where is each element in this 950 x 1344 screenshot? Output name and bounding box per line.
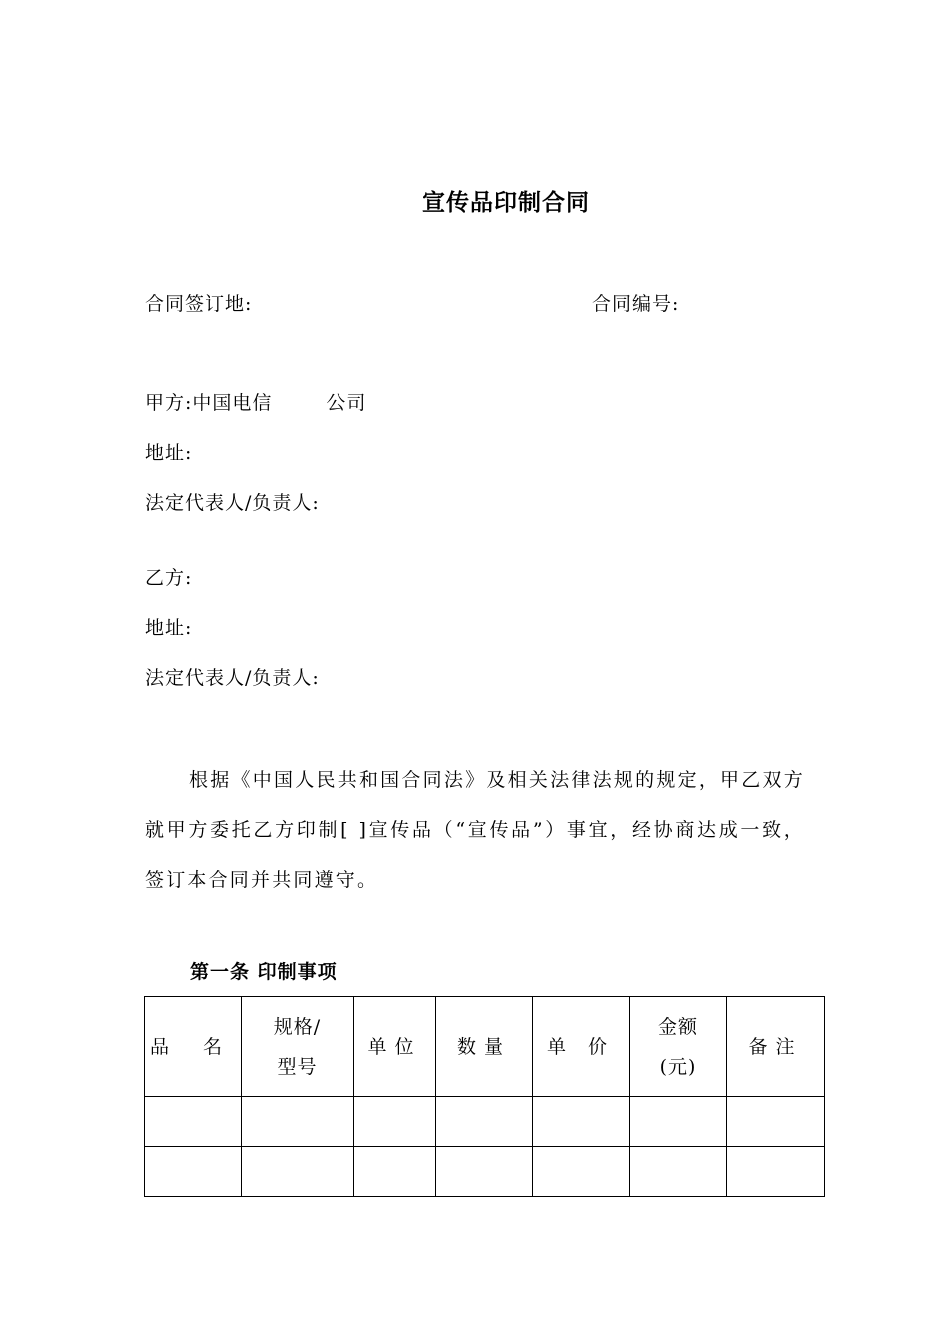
party-a-address-label: 地址: xyxy=(145,442,193,464)
header-product-name: 品 名 xyxy=(145,997,242,1097)
header-amount-line2: (元) xyxy=(659,1055,697,1078)
document-title: 宣传品印制合同 xyxy=(422,190,590,216)
table-cell xyxy=(533,1147,630,1197)
table-row xyxy=(145,1097,825,1147)
table-cell xyxy=(242,1097,354,1147)
signing-place-label: 合同签订地: xyxy=(145,293,253,315)
table-cell xyxy=(145,1097,242,1147)
section-1-heading: 第一条 印制事项 xyxy=(190,961,338,983)
party-a-label: 甲方: xyxy=(145,392,193,414)
header-quantity: 数量 xyxy=(436,997,533,1097)
table-cell xyxy=(727,1147,825,1197)
header-spec-line1: 规格/ xyxy=(273,1015,322,1038)
party-b-representative-label: 法定代表人/负责人: xyxy=(145,667,320,689)
party-a-representative-label: 法定代表人/负责人: xyxy=(145,492,320,514)
table-cell xyxy=(727,1097,825,1147)
header-remarks: 备注 xyxy=(727,997,825,1097)
header-amount-line1: 金额 xyxy=(657,1015,698,1038)
header-unit-price: 单 价 xyxy=(533,997,630,1097)
header-spec-model xyxy=(242,997,354,1097)
contract-number-label: 合同编号: xyxy=(592,293,680,315)
party-a-name: 中国电信 xyxy=(192,392,273,414)
table-header-row xyxy=(145,997,825,1097)
party-a-company-suffix: 公司 xyxy=(326,392,367,414)
table-cell xyxy=(145,1147,242,1197)
table-cell xyxy=(354,1097,436,1147)
header-amount xyxy=(630,997,727,1097)
table-cell xyxy=(436,1147,533,1197)
table-cell xyxy=(354,1147,436,1197)
party-b-address-label: 地址: xyxy=(145,617,193,639)
table-cell xyxy=(436,1097,533,1147)
table-cell xyxy=(630,1097,727,1147)
table-row xyxy=(145,1147,825,1197)
print-items-table xyxy=(144,996,825,1197)
table-cell xyxy=(630,1147,727,1197)
party-b-label: 乙方: xyxy=(145,567,193,589)
intro-paragraph: 根据《中国人民共和国合同法》及相关法律法规的规定，甲乙双方就甲方委托乙方印制[ ]宣传品（“宣传品”）事宜，经协商达成一致，签订本合同并共同遵守。 xyxy=(145,769,805,891)
table-cell xyxy=(533,1097,630,1147)
table-cell xyxy=(242,1147,354,1197)
header-spec-line2: 型号 xyxy=(277,1055,318,1078)
party-a-line xyxy=(145,388,366,415)
header-unit: 单位 xyxy=(354,997,436,1097)
